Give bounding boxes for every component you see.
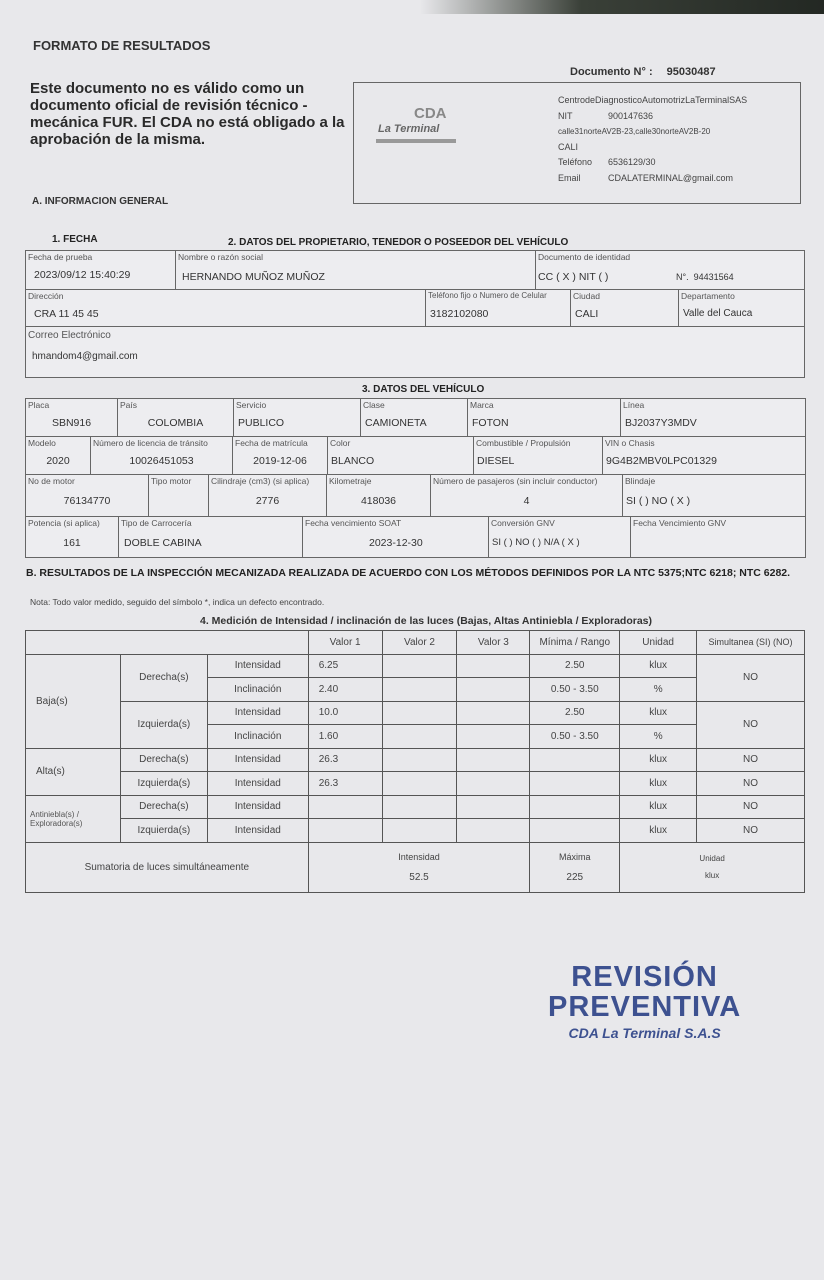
- group-low: Baja(s): [26, 654, 121, 748]
- label: Teléfono fijo o Numero de Celular: [428, 291, 547, 300]
- test-date-cell: [25, 250, 176, 290]
- model-cell: [25, 436, 91, 475]
- label: País: [120, 400, 138, 410]
- brand: FOTON: [472, 417, 509, 429]
- id-number: [676, 272, 734, 282]
- stamp-line1: REVISIÓN: [571, 961, 718, 993]
- id-type: CC ( X ) NIT ( ): [538, 271, 609, 283]
- label: Número de pasajeros (sin incluir conductor): [433, 476, 598, 486]
- sum-label: Sumatoria de luces simultáneamente: [26, 842, 309, 892]
- table-row: [26, 819, 805, 843]
- cda-name: CentrodeDiagnosticoAutomotrizLaTerminalSAS: [558, 95, 748, 105]
- label: Documento de identidad: [538, 252, 631, 262]
- side: Derecha(s): [120, 654, 207, 701]
- header-unit: Unidad: [620, 631, 697, 655]
- logo-text: CDA: [414, 105, 447, 122]
- table-row: [26, 772, 805, 796]
- table-row: [26, 654, 805, 678]
- unit: klux: [620, 748, 697, 772]
- simultaneous: NO: [697, 748, 805, 772]
- power: 161: [63, 537, 81, 549]
- label: VIN o Chasis: [605, 438, 655, 448]
- side: Izquierda(s): [120, 701, 207, 748]
- sum-unit-label: Unidad: [699, 854, 725, 863]
- min: 2.50: [530, 701, 620, 725]
- label: Fecha de matrícula: [235, 438, 308, 448]
- phone-value: 6536129/30: [608, 157, 656, 167]
- address-cell: [25, 289, 426, 327]
- cda-email: [558, 171, 747, 187]
- document-number-label: Documento N° :: [570, 66, 653, 78]
- label: Conversión GNV: [491, 518, 555, 528]
- section-2-heading: 2. DATOS DEL PROPIETARIO, TENEDOR O POSEEDOR DEL VEHÍCULO: [228, 237, 569, 248]
- type: Intensidad: [207, 772, 308, 796]
- nit-label: NIT: [558, 110, 573, 121]
- fuel-cell: [473, 436, 603, 475]
- side: Izquierda(s): [120, 819, 207, 843]
- stamp-line2: PREVENTIVA: [548, 991, 742, 1023]
- table-row: [26, 795, 805, 819]
- header-valor2: Valor 2: [382, 631, 457, 655]
- city: CALI: [575, 308, 599, 320]
- section-1-heading: 1. FECHA: [52, 234, 98, 245]
- owner-name-cell: [175, 250, 536, 290]
- label: Fecha vencimiento SOAT: [305, 518, 402, 528]
- label: Línea: [623, 400, 645, 410]
- owner-name: HERNANDO MUÑOZ MUÑOZ: [182, 271, 325, 283]
- engine-number-cell: [25, 474, 149, 517]
- country: COLOMBIA: [147, 417, 204, 429]
- simultaneous: NO: [697, 701, 805, 748]
- cda-nit: [558, 109, 747, 125]
- section-3-heading: 3. DATOS DEL VEHÍCULO: [362, 384, 485, 395]
- section-b-heading: B. RESULTADOS DE LA INSPECCIÓN MECANIZADA REALIZADA DE ACUERDO CON LOS MÉTODOS DEFINIDOS POR LA NTC 5375;NTC 6218; NTC 6282.: [26, 567, 791, 579]
- mileage-cell: [326, 474, 431, 517]
- label: Clase: [363, 400, 385, 410]
- value1: 10.0: [308, 701, 382, 725]
- simultaneous: NO: [697, 654, 805, 701]
- phone-cell: [425, 289, 571, 327]
- sum-row: [26, 842, 805, 892]
- unit: klux: [620, 701, 697, 725]
- simultaneous: NO: [697, 819, 805, 843]
- license-cell: [90, 436, 233, 475]
- type: Intensidad: [207, 748, 308, 772]
- test-date: 2023/09/12 15:40:29: [34, 269, 131, 281]
- vin-cell: [602, 436, 806, 475]
- logo-bar: [376, 139, 456, 143]
- cda-city: CALI: [558, 141, 579, 152]
- id-document-cell: [535, 250, 805, 290]
- displacement: 2776: [255, 495, 280, 507]
- cda-phone: [558, 155, 747, 171]
- label: Servicio: [236, 400, 267, 410]
- color: BLANCO: [331, 455, 375, 467]
- disclaimer-text: Este documento no es válido como un documento oficial de revisión técnico - mecánica FUR. El CDA no está obligado a la aprobación de la misma.: [30, 80, 345, 148]
- sum-unit: klux: [704, 871, 720, 880]
- label: Potencia (si aplica): [28, 518, 100, 528]
- type: Intensidad: [207, 701, 308, 725]
- document-number: [570, 66, 716, 78]
- lights-table-title: 4. Medición de Intensidad / inclinación de las luces (Bajas, Altas Antiniebla / Exploradoras): [200, 615, 653, 627]
- cda-details: [558, 93, 747, 186]
- label: No de motor: [28, 476, 75, 486]
- header-valor1: Valor 1: [308, 631, 382, 655]
- label: Combustible / Propulsión: [476, 438, 571, 448]
- nit-value: 900147636: [608, 110, 654, 121]
- label: Tipo motor: [151, 476, 192, 486]
- country-cell: [117, 398, 234, 437]
- registration-date: 2019-12-06: [253, 455, 307, 467]
- table-header-row: [26, 631, 805, 655]
- label: Placa: [28, 400, 50, 410]
- engine-type-cell: [148, 474, 209, 517]
- vehicle-line: BJ2037Y3MDV: [625, 417, 697, 429]
- preventive-review-stamp: [548, 962, 741, 1041]
- label: Tipo de Carrocería: [121, 518, 192, 528]
- owner-email: hmandom4@gmail.com: [32, 351, 138, 362]
- department-cell: [678, 289, 805, 327]
- service: PUBLICO: [238, 417, 285, 429]
- phone-label: Teléfono: [558, 157, 593, 167]
- mileage: 418036: [360, 495, 397, 507]
- simultaneous: NO: [697, 772, 805, 796]
- service-cell: [233, 398, 361, 437]
- label: Color: [330, 438, 351, 448]
- phone: 3182102080: [430, 308, 489, 320]
- value1: 26.3: [308, 772, 382, 796]
- label: Departamento: [681, 291, 735, 301]
- plate-cell: [25, 398, 118, 437]
- displacement-cell: [208, 474, 327, 517]
- header-simultaneous: Simultanea (SI) (NO): [697, 631, 805, 655]
- sum-max-label: Máxima: [559, 851, 591, 862]
- soat-cell: [302, 516, 489, 558]
- label: Modelo: [28, 438, 56, 448]
- plate: SBN916: [51, 417, 92, 429]
- type: Inclinación: [207, 678, 308, 702]
- min: 2.50: [530, 654, 620, 678]
- group-fog: Antiniebla(s) / Exploradora(s): [26, 795, 121, 842]
- value1: 6.25: [308, 654, 382, 678]
- id-number-value: 94431564: [693, 272, 734, 282]
- cda-info-box: [353, 82, 801, 204]
- engine-number: 76134770: [63, 495, 111, 507]
- table-row: [26, 748, 805, 772]
- value1: 2.40: [308, 678, 382, 702]
- type: Intensidad: [207, 654, 308, 678]
- soat-expiry: 2023-12-30: [369, 537, 423, 549]
- section-a-heading: A. INFORMACION GENERAL: [32, 196, 169, 207]
- body-type-cell: [118, 516, 303, 558]
- side: Derecha(s): [120, 795, 207, 819]
- unit: %: [620, 725, 697, 749]
- type: Intensidad: [207, 795, 308, 819]
- unit: klux: [620, 772, 697, 796]
- unit: klux: [620, 819, 697, 843]
- brand-cell: [467, 398, 621, 437]
- label: Fecha Vencimiento GNV: [633, 518, 727, 528]
- unit: klux: [620, 795, 697, 819]
- class: CAMIONETA: [365, 417, 427, 429]
- registration-date-cell: [232, 436, 328, 475]
- cda-logo: [376, 105, 461, 145]
- label: Ciudad: [573, 291, 600, 301]
- vin: 9G4B2MBV0LPC01329: [606, 455, 717, 467]
- logo-subtext: La Terminal: [378, 123, 440, 135]
- lights-table: [25, 630, 805, 893]
- header-min: Mínima / Rango: [530, 631, 620, 655]
- email-label: Email: [558, 172, 581, 183]
- simultaneous: NO: [697, 795, 805, 819]
- value1: 1.60: [308, 725, 382, 749]
- address: CRA 11 45 45: [34, 308, 99, 320]
- sum-intensity-label: Intensidad: [398, 851, 440, 862]
- passengers: 4: [523, 495, 530, 507]
- body-type: DOBLE CABINA: [124, 537, 202, 549]
- side: Derecha(s): [120, 748, 207, 772]
- email-cell: [25, 326, 805, 378]
- class-cell: [360, 398, 468, 437]
- label: Blindaje: [625, 476, 656, 486]
- email-value: CDALATERMINAL@gmail.com: [608, 172, 733, 183]
- armor-cell: [622, 474, 806, 517]
- side: Izquierda(s): [120, 772, 207, 796]
- document-title: FORMATO DE RESULTADOS: [33, 38, 211, 53]
- min: 0.50 - 3.50: [530, 725, 620, 749]
- group-high: Alta(s): [26, 748, 121, 795]
- gnv-cell: [488, 516, 631, 558]
- label: Fecha de prueba: [28, 252, 93, 262]
- city-cell: [570, 289, 679, 327]
- label: Nombre o razón social: [178, 252, 264, 262]
- label: Kilometraje: [329, 476, 372, 486]
- line-cell: [620, 398, 806, 437]
- label: Correo Electrónico: [28, 330, 111, 341]
- header-valor3: Valor 3: [457, 631, 530, 655]
- photo-background-edge: [420, 0, 824, 14]
- fuel: DIESEL: [477, 455, 515, 467]
- value1: 26.3: [308, 748, 382, 772]
- document-number-value: 95030487: [666, 66, 716, 78]
- model-year: 2020: [46, 455, 70, 467]
- id-number-label: N°.: [676, 272, 689, 282]
- sum-max: 225: [566, 871, 584, 883]
- table-row: [26, 701, 805, 725]
- label: Marca: [470, 400, 494, 410]
- sum-intensity: 52.5: [409, 871, 429, 883]
- color-cell: [327, 436, 474, 475]
- unit: klux: [620, 654, 697, 678]
- unit: %: [620, 678, 697, 702]
- gnv-date-cell: [630, 516, 806, 558]
- label: Cilindraje (cm3) (si aplica): [211, 476, 310, 486]
- power-cell: [25, 516, 119, 558]
- armor: SI ( ) NO ( X ): [626, 495, 691, 507]
- type: Inclinación: [207, 725, 308, 749]
- label: Número de licencia de tránsito: [93, 438, 208, 448]
- type: Intensidad: [207, 819, 308, 843]
- label: Dirección: [28, 291, 64, 301]
- license-number: 10026451053: [129, 455, 194, 467]
- cda-address: calle31norteAV2B-23,calle30norteAV2B-20: [558, 127, 711, 136]
- defect-note: Nota: Todo valor medido, seguido del símbolo *, indica un defecto encontrado.: [30, 597, 325, 607]
- stamp-line3: CDA La Terminal S.A.S: [568, 1025, 721, 1041]
- passengers-cell: [430, 474, 623, 517]
- min: 0.50 - 3.50: [530, 678, 620, 702]
- department: Valle del Cauca: [683, 308, 753, 319]
- gnv-conversion: SI ( ) NO ( ) N/A ( X ): [492, 537, 580, 548]
